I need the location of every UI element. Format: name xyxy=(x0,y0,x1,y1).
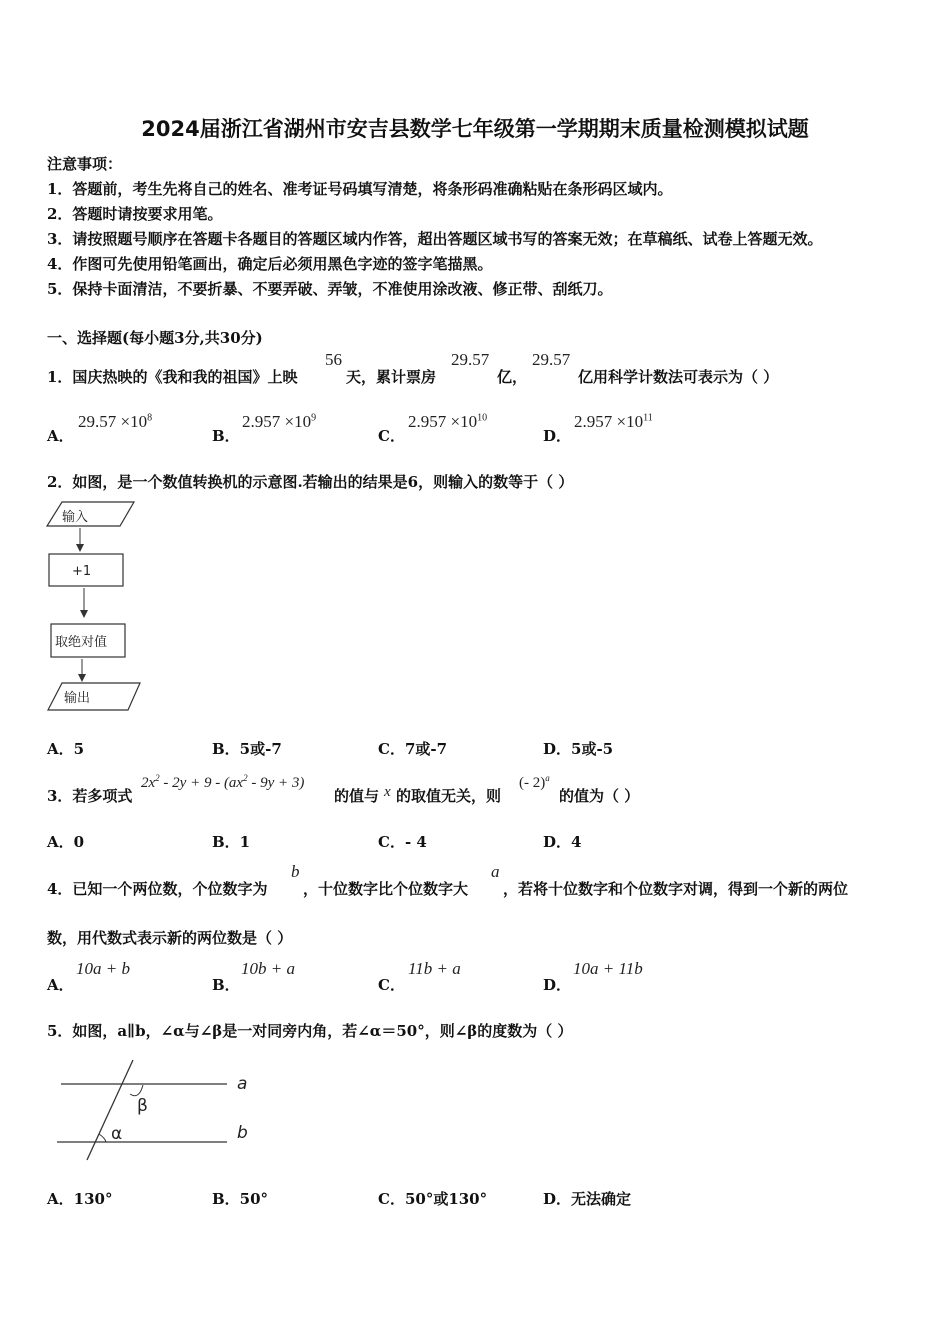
q3-option-d[interactable]: D．4 xyxy=(543,833,582,851)
notice-item: 2．答题时请按要求用笔。 xyxy=(47,205,223,223)
q4-option-a-value: 10a + b xyxy=(76,959,130,978)
q1-option-a-value: $29.57 \times 10^8$ xyxy=(78,412,153,431)
q4-option-d-value: 10a + 11b xyxy=(573,959,643,978)
flow-output-label: 输出 xyxy=(64,691,91,706)
q4-option-a[interactable]: A． xyxy=(47,976,74,994)
notice-heading: 注意事项： xyxy=(47,155,123,173)
q1-text: 亿， xyxy=(497,368,528,386)
q1-text: 1．国庆热映的《我和我的祖国》上映 xyxy=(47,368,298,386)
q1-option-a[interactable]: A． xyxy=(47,427,74,445)
q1-text: 亿用科学计数法可表示为（ ） xyxy=(578,368,779,386)
q2-option-d[interactable]: D．5或-5 xyxy=(543,740,614,758)
flow-input-shape xyxy=(47,502,134,526)
q3-text: 的值为（ ） xyxy=(559,787,640,805)
beta-label: β xyxy=(137,1096,148,1116)
q4-var-a: a xyxy=(491,862,500,881)
q3-text: 3．若多项式 xyxy=(47,787,133,805)
q4-text: 4．已知一个两位数，个位数字为 xyxy=(47,880,268,898)
alpha-label: α xyxy=(111,1124,123,1144)
q3-variable: x xyxy=(384,784,391,800)
q2-text: 2．如图，是一个数值转换机的示意图.若输出的结果是6，则输入的数等于（ ） xyxy=(47,473,574,491)
q5-option-b[interactable]: B．50° xyxy=(212,1190,269,1208)
q2-flowchart xyxy=(40,496,150,718)
flow-input-label: 输入 xyxy=(62,510,89,525)
q3-option-b[interactable]: B．1 xyxy=(212,833,251,851)
q1-text: 天，累计票房 xyxy=(346,368,437,386)
alpha-arc xyxy=(99,1134,106,1142)
q5-option-d[interactable]: D．无法确定 xyxy=(543,1190,632,1208)
flow-output-shape xyxy=(48,683,140,710)
notice-item: 4．作图可先使用铅笔画出，确定后必须用黑色字迹的签字笔描黑。 xyxy=(47,255,493,273)
q1-option-c[interactable]: C． xyxy=(378,427,405,445)
notice-item: 1．答题前，考生先将自己的姓名、准考证号码填写清楚，将条形码准确粘贴在条形码区域内。 xyxy=(47,180,673,198)
q4-var-b: b xyxy=(291,862,300,881)
q4-option-c-value: 11b + a xyxy=(408,959,461,978)
transversal xyxy=(87,1060,133,1160)
q1-option-b[interactable]: B． xyxy=(212,427,240,445)
section-heading: 一、选择题(每小题3分,共30分) xyxy=(47,329,263,347)
flow-add-label: +1 xyxy=(72,564,92,579)
q3-polynomial: $2x^2 - 2y + 9 - (ax^2 - 9y + 3)$ xyxy=(141,773,305,791)
q3-power: (- 2)$^a$ xyxy=(519,773,550,791)
q2-option-c[interactable]: C．7或-7 xyxy=(378,740,448,758)
q1-math: 56 xyxy=(325,350,342,369)
q1-option-b-value: $2.957 \times 10^9$ xyxy=(242,412,317,431)
q5-text: 5．如图，a∥b，∠α与∠β是一对同旁内角，若∠α＝50°，则∠β的度数为（ ） xyxy=(47,1022,573,1040)
q4-text: 数，用代数式表示新的两位数是（ ） xyxy=(47,929,293,947)
beta-arc xyxy=(130,1085,143,1096)
notice-item: 5．保持卡面清洁，不要折暴、不要弄破、弄皱，不准使用涂改液、修正带、刮纸刀。 xyxy=(47,280,613,298)
page-title: 2024届浙江省湖州市安吉县数学七年级第一学期期末质量检测模拟试题 xyxy=(141,117,809,141)
notice-item: 3．请按照题号顺序在答题卡各题目的答题区域内作答，超出答题区域书写的答案无效；在草稿纸、试卷上答题无效。 xyxy=(47,230,823,248)
q4-text: ，十位数字比个位数字大 xyxy=(303,880,469,898)
q1-math: 29.57 xyxy=(532,350,571,369)
q3-text: 的取值无关，则 xyxy=(396,787,502,805)
q5-option-a[interactable]: A．130° xyxy=(47,1190,113,1208)
q5-option-c[interactable]: C．50°或130° xyxy=(378,1190,488,1208)
q4-option-c[interactable]: C． xyxy=(378,976,405,994)
q3-option-c[interactable]: C．- 4 xyxy=(378,833,427,851)
q4-text: ，若将十位数字和个位数字对调，得到一个新的两位 xyxy=(503,880,849,898)
q1-math: 29.57 xyxy=(451,350,490,369)
q3-option-a[interactable]: A．0 xyxy=(47,833,85,851)
q4-option-b-value: 10b + a xyxy=(241,959,295,978)
q1-option-c-value: $2.957 \times 10^{10}$ xyxy=(408,412,488,431)
q5-figure xyxy=(55,1058,270,1166)
flow-abs-label: 取绝对值 xyxy=(55,635,108,650)
q4-option-d[interactable]: D． xyxy=(543,976,572,994)
q3-text: 的值与 xyxy=(334,787,380,805)
line-a-label: a xyxy=(237,1074,248,1094)
q1-option-d-value: $2.957 \times 10^{11}$ xyxy=(574,412,653,431)
line-b-label: b xyxy=(237,1123,248,1143)
q2-option-b[interactable]: B．5或-7 xyxy=(212,740,282,758)
q2-option-a[interactable]: A．5 xyxy=(47,740,85,758)
q1-option-d[interactable]: D． xyxy=(543,427,572,445)
q4-option-b[interactable]: B． xyxy=(212,976,240,994)
